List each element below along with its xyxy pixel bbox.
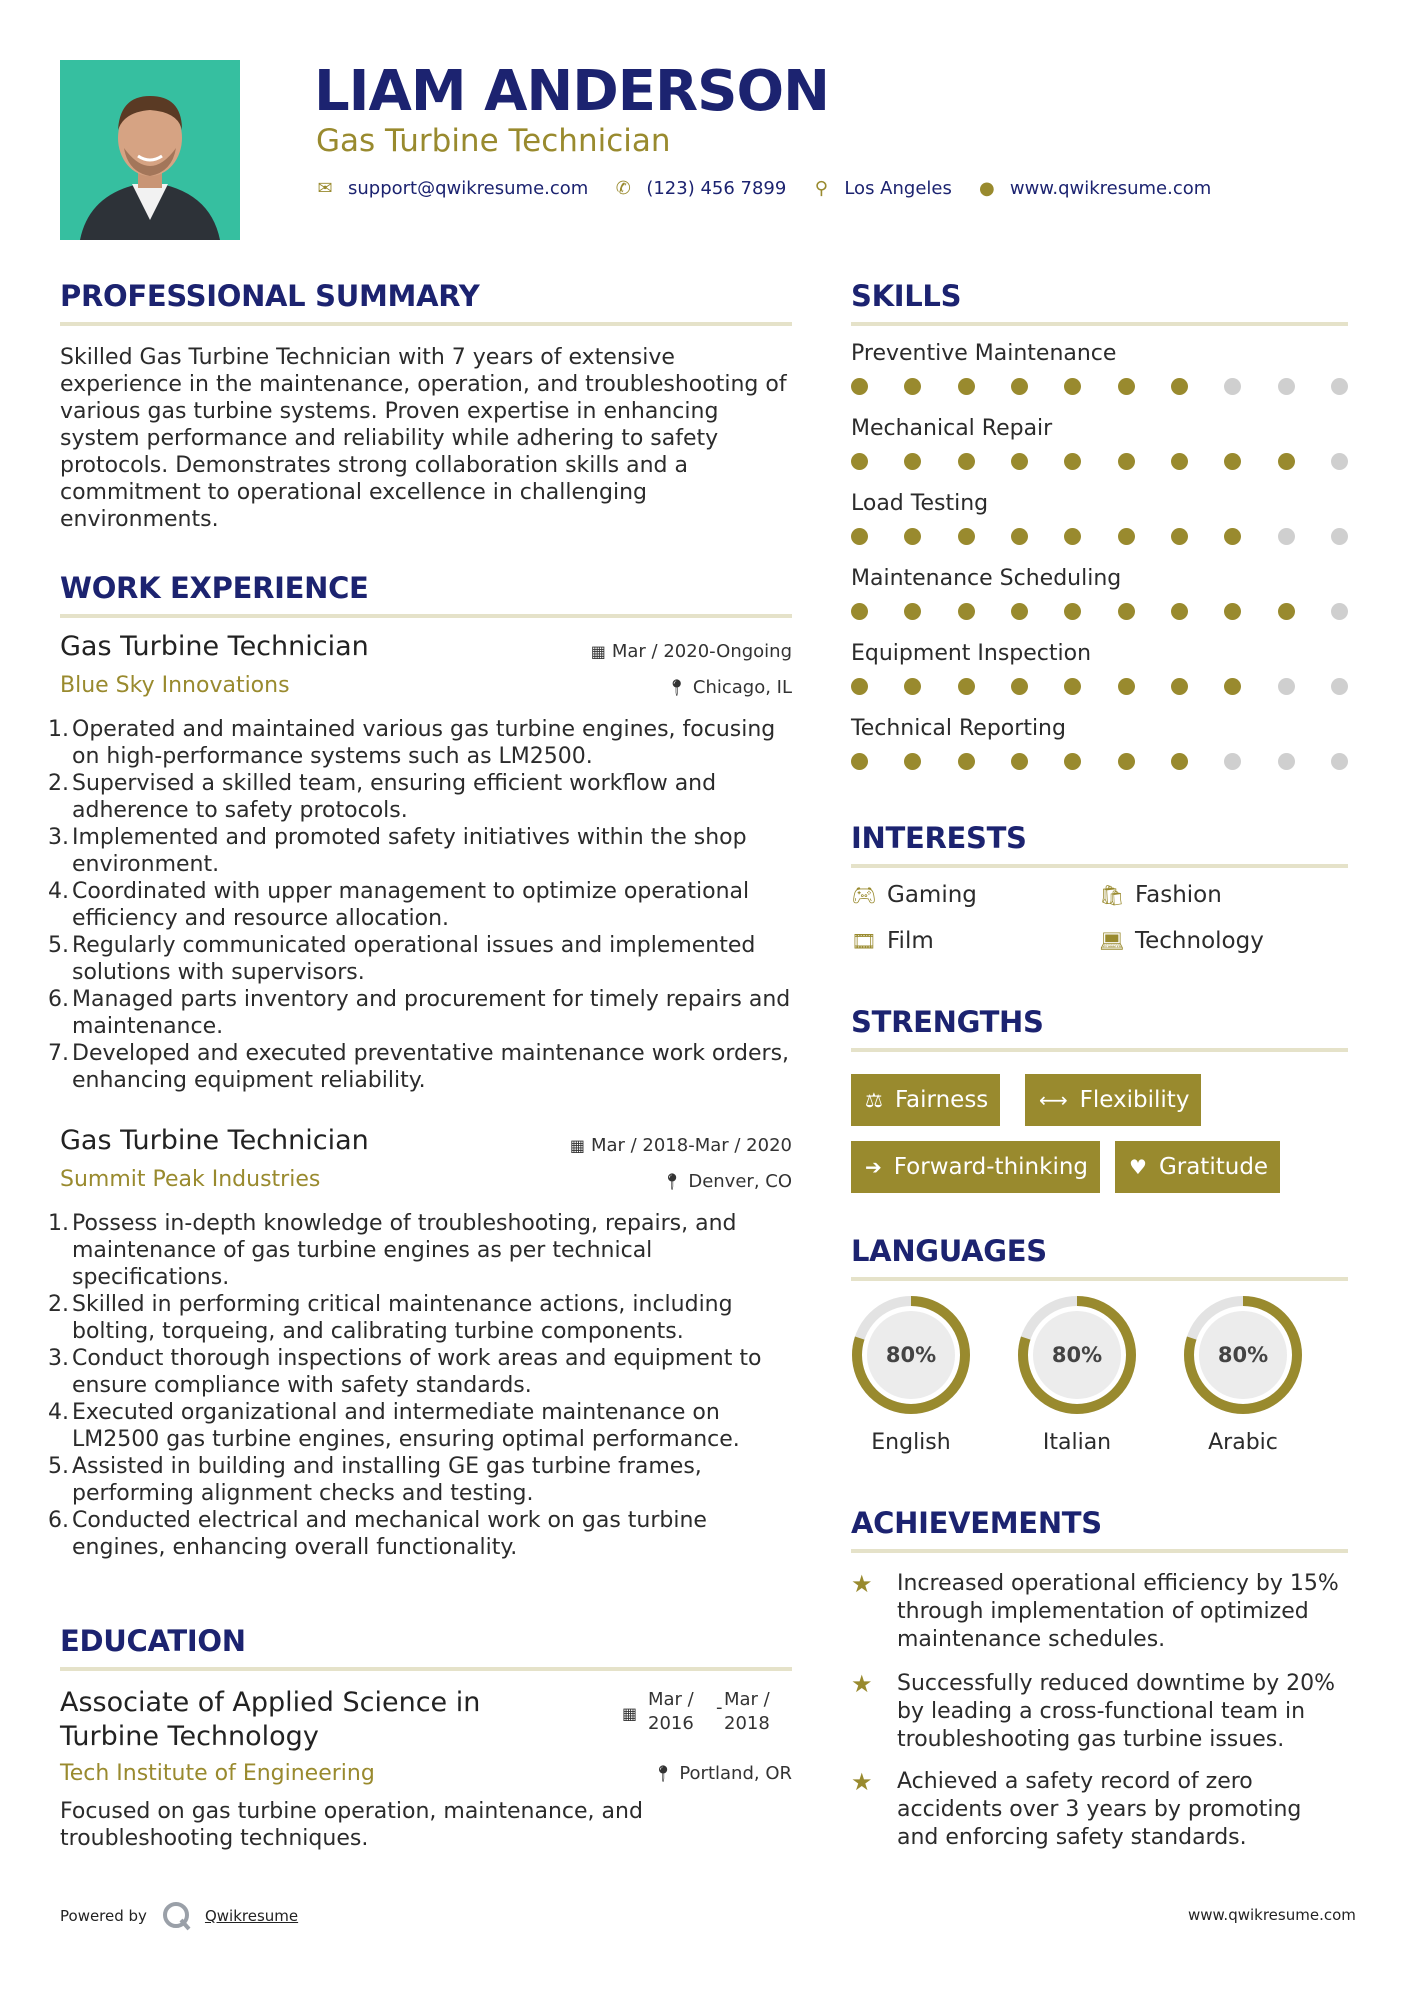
calendar-icon: ▦ xyxy=(590,642,606,661)
rating-dot-empty xyxy=(1331,528,1348,545)
language-name: Italian xyxy=(1042,1430,1112,1455)
rating-dot-filled xyxy=(1011,678,1028,695)
languages-section xyxy=(851,1233,1348,1281)
experience-section xyxy=(60,570,792,618)
skill-name: Mechanical Repair xyxy=(851,416,1053,441)
interests-title: INTERESTS xyxy=(851,821,1027,855)
list-item: 5. Regularly communicated operational issues and implemented solutions with supervisors. xyxy=(48,933,756,985)
rating-dot-filled xyxy=(1224,603,1241,620)
rating-dot-filled xyxy=(1171,678,1188,695)
globe-icon: ● xyxy=(978,178,995,199)
job-title: Gas Turbine Technician xyxy=(60,1125,369,1156)
arrows-horizontal-icon: ⟷ xyxy=(1039,1088,1068,1112)
skill-name: Load Testing xyxy=(851,491,989,516)
contact-phone[interactable]: (123) 456 7899 xyxy=(646,178,787,199)
job-company: Summit Peak Industries xyxy=(60,1167,321,1192)
strength-tag-forward-thinking: ➔ Forward-thinking xyxy=(851,1141,1100,1193)
candidate-name: LIAM ANDERSON xyxy=(314,59,829,124)
star-icon: ★ xyxy=(851,1570,873,1598)
section-divider xyxy=(851,1549,1348,1553)
heart-icon: ♥ xyxy=(1129,1155,1147,1179)
list-item: 7. Developed and executed preventative maintenance work orders, enhancing equipment reliability. xyxy=(48,1041,790,1093)
rating-dot-empty xyxy=(1278,678,1295,695)
rating-dot-filled xyxy=(1118,603,1135,620)
rating-dot-filled xyxy=(958,603,975,620)
rating-dot-filled xyxy=(1118,378,1135,395)
skill-item xyxy=(851,490,1348,565)
job-1-header xyxy=(60,630,792,670)
rating-dot-filled xyxy=(851,528,868,545)
education-subheader xyxy=(60,1760,792,1792)
rating-dot-filled xyxy=(1171,528,1188,545)
envelope-icon: ✉ xyxy=(317,178,333,199)
rating-dot-filled xyxy=(1011,378,1028,395)
strength-tag-fairness: ⚖︎ Fairness xyxy=(851,1074,1000,1126)
rating-dot-filled xyxy=(1064,678,1081,695)
skill-rating xyxy=(851,753,1348,770)
rating-dot-filled xyxy=(1064,753,1081,770)
achievement-item: ★ Increased operational efficiency by 15% through implementation of optimized maintenance schedules. xyxy=(851,1570,1339,1652)
list-item: 3. Implemented and promoted safety initiatives within the shop environment. xyxy=(48,825,747,877)
language-name: English xyxy=(871,1430,951,1455)
pin-icon: 📍︎ xyxy=(653,1764,674,1783)
skills-title: SKILLS xyxy=(851,279,962,313)
school-location: 📍︎ Portland, OR xyxy=(653,1763,792,1784)
rating-dot-empty xyxy=(1331,753,1348,770)
skill-item xyxy=(851,340,1348,415)
job-company: Blue Sky Innovations xyxy=(60,673,290,698)
rating-dot-filled xyxy=(958,678,975,695)
skill-rating xyxy=(851,528,1348,545)
rating-dot-filled xyxy=(1224,528,1241,545)
list-item: 3. Conduct thorough inspections of work areas and equipment to ensure compliance with safety standards. xyxy=(48,1346,762,1398)
interest-gaming: 🎮︎ Gaming xyxy=(851,882,977,908)
achievements-section xyxy=(851,1505,1348,1553)
section-divider xyxy=(851,1048,1348,1052)
rating-dot-empty xyxy=(1278,378,1295,395)
rating-dot-empty xyxy=(1331,603,1348,620)
calendar-icon: ▦ xyxy=(569,1136,585,1155)
section-divider xyxy=(60,1667,792,1671)
rating-dot-filled xyxy=(958,528,975,545)
rating-dot-filled xyxy=(1171,603,1188,620)
skill-item xyxy=(851,640,1348,715)
skill-name: Preventive Maintenance xyxy=(851,341,1117,366)
rating-dot-empty xyxy=(1278,528,1295,545)
rating-dot-filled xyxy=(1171,753,1188,770)
rating-dot-filled xyxy=(1118,753,1135,770)
skill-item xyxy=(851,415,1348,490)
job-location: 📍︎ Chicago, IL xyxy=(666,677,792,698)
rating-dot-empty xyxy=(1331,678,1348,695)
rating-dot-filled xyxy=(904,678,921,695)
job-date: ▦ Mar / 2020-Ongoing xyxy=(590,641,792,662)
list-item: 1. Possess in-depth knowledge of troubleshooting, repairs, and maintenance of gas turbine engines as per technical specifications. xyxy=(48,1211,737,1290)
phone-icon: ✆ xyxy=(615,178,631,199)
rating-dot-filled xyxy=(904,528,921,545)
education-date: ▦ Mar / 2016 - Mar / 2018 xyxy=(622,1689,770,1734)
summary-title: PROFESSIONAL SUMMARY xyxy=(60,279,480,313)
skill-item xyxy=(851,565,1348,640)
rating-dot-filled xyxy=(851,753,868,770)
calendar-icon: ▦ xyxy=(622,1704,638,1723)
skill-name: Maintenance Scheduling xyxy=(851,566,1122,591)
list-item: 4. Coordinated with upper management to optimize operational efficiency and resource allocation. xyxy=(48,879,750,931)
interest-film: 🎞︎ Film xyxy=(851,928,934,954)
job-location: 📍︎ Denver, CO xyxy=(662,1171,792,1192)
language-percent: 80% xyxy=(1217,1343,1269,1367)
arrow-right-icon: ➔ xyxy=(865,1155,882,1179)
rating-dot-filled xyxy=(851,678,868,695)
rating-dot-filled xyxy=(904,603,921,620)
rating-dot-filled xyxy=(1224,453,1241,470)
achievement-item: ★ Successfully reduced downtime by 20% by leading a cross-functional team in troubleshooting gas turbine issues. xyxy=(851,1670,1336,1752)
strength-tag-flexibility: ⟷ Flexibility xyxy=(1025,1074,1201,1126)
rating-dot-filled xyxy=(1064,453,1081,470)
languages-title: LANGUAGES xyxy=(851,1234,1047,1268)
language-percent: 80% xyxy=(1051,1343,1103,1367)
strengths-section xyxy=(851,1004,1348,1052)
skills-section xyxy=(851,278,1348,326)
list-item: 2. Supervised a skilled team, ensuring efficient workflow and adherence to safety protocols. xyxy=(48,771,717,823)
list-item: 4. Executed organizational and intermediate maintenance on LM2500 gas turbine engines, ensuring optimal performance. xyxy=(48,1400,740,1452)
list-item: 6. Conducted electrical and mechanical work on gas turbine engines, enhancing overall functionality. xyxy=(48,1508,707,1560)
footer-brand-link[interactable]: Qwikresume xyxy=(204,1907,299,1925)
candidate-role: Gas Turbine Technician xyxy=(316,123,671,159)
language-item xyxy=(1182,1294,1304,1455)
achievements-title: ACHIEVEMENTS xyxy=(851,1506,1102,1540)
rating-dot-filled xyxy=(1064,528,1081,545)
job-1-responsibilities xyxy=(48,716,794,1094)
rating-dot-filled xyxy=(904,753,921,770)
interest-fashion: 🛍︎ Fashion xyxy=(1099,882,1222,908)
rating-dot-filled xyxy=(1171,378,1188,395)
skill-rating xyxy=(851,603,1348,620)
job-title: Gas Turbine Technician xyxy=(60,631,369,662)
footer-website[interactable]: www.qwikresume.com xyxy=(1188,1906,1356,1924)
degree-title: Associate of Applied Science in Turbine Technology xyxy=(60,1687,481,1752)
rating-dot-filled xyxy=(1224,678,1241,695)
school-name: Tech Institute of Engineering xyxy=(60,1761,375,1786)
summary-section xyxy=(60,278,792,533)
rating-dot-filled xyxy=(1118,528,1135,545)
rating-dot-filled xyxy=(1118,678,1135,695)
balance-scale-icon: ⚖︎ xyxy=(865,1088,883,1112)
list-item: 5. Assisted in building and installing GE gas turbine frames, performing alignment checks and testing. xyxy=(48,1454,702,1506)
interests-section xyxy=(851,820,1348,868)
rating-dot-empty xyxy=(1224,753,1241,770)
rating-dot-empty xyxy=(1331,453,1348,470)
interest-technology: 💻︎ Technology xyxy=(1099,928,1264,954)
achievement-item: ★ Achieved a safety record of zero accidents over 3 years by promoting and enforcing safety standards. xyxy=(851,1768,1302,1850)
list-item: 2. Skilled in performing critical maintenance actions, including bolting, torqueing, and calibrating turbine components. xyxy=(48,1292,733,1344)
skill-item xyxy=(851,715,1348,790)
summary-text: Skilled Gas Turbine Technician with 7 years of extensive experience in the maintenance, operation, and troubleshooting of various gas turbine systems. Proven expertise in enhancing system performance and reliability while adhering to safety protocols. Demonstrates strong collaboration skills and a commitment to operational excellence in challenging environments. xyxy=(60,345,787,532)
language-ring xyxy=(1182,1294,1304,1416)
education-text: Focused on gas turbine operation, maintenance, and troubleshooting techniques. xyxy=(60,1799,643,1851)
rating-dot-filled xyxy=(904,378,921,395)
pin-icon: 📍︎ xyxy=(666,678,687,697)
rating-dot-filled xyxy=(1064,603,1081,620)
language-name: Arabic xyxy=(1208,1430,1278,1455)
strengths-title: STRENGTHS xyxy=(851,1005,1044,1039)
rating-dot-filled xyxy=(1011,603,1028,620)
rating-dot-filled xyxy=(1064,378,1081,395)
rating-dot-filled xyxy=(958,753,975,770)
star-icon: ★ xyxy=(851,1768,873,1796)
contact-location: Los Angeles xyxy=(844,178,952,199)
job-2-subheader xyxy=(60,1166,792,1198)
section-divider xyxy=(851,864,1348,868)
language-percent: 80% xyxy=(885,1343,937,1367)
section-divider xyxy=(851,1277,1348,1281)
rating-dot-filled xyxy=(851,453,868,470)
list-item: 1. Operated and maintained various gas turbine engines, focusing on high-performance systems such as LM2500. xyxy=(48,717,776,769)
rating-dot-filled xyxy=(958,453,975,470)
skills-list xyxy=(851,340,1348,790)
rating-dot-filled xyxy=(904,453,921,470)
rating-dot-filled xyxy=(1171,453,1188,470)
contact-bar xyxy=(316,178,1237,199)
rating-dot-filled xyxy=(1278,603,1295,620)
gamepad-icon: 🎮︎ xyxy=(851,883,877,907)
rating-dot-empty xyxy=(1278,753,1295,770)
language-item xyxy=(1016,1294,1138,1455)
skill-rating xyxy=(851,453,1348,470)
film-icon: 🎞︎ xyxy=(851,929,877,953)
rating-dot-empty xyxy=(1224,378,1241,395)
rating-dot-filled xyxy=(1118,453,1135,470)
experience-title: WORK EXPERIENCE xyxy=(60,571,369,605)
pin-icon: 📍︎ xyxy=(662,1172,683,1191)
rating-dot-filled xyxy=(1011,753,1028,770)
rating-dot-filled xyxy=(1278,453,1295,470)
rating-dot-filled xyxy=(851,378,868,395)
star-icon: ★ xyxy=(851,1670,873,1698)
section-divider xyxy=(60,614,792,618)
contact-email[interactable]: support@qwikresume.com xyxy=(348,178,589,199)
avatar xyxy=(60,60,240,240)
languages-list xyxy=(850,1294,1350,1464)
education-title: EDUCATION xyxy=(60,1624,246,1658)
laptop-icon: 💻︎ xyxy=(1099,929,1125,953)
education-section xyxy=(60,1623,792,1671)
skill-rating xyxy=(851,378,1348,395)
strength-tag-gratitude: ♥ Gratitude xyxy=(1115,1141,1280,1193)
job-2-header xyxy=(60,1124,792,1164)
job-1-subheader xyxy=(60,672,792,704)
rating-dot-filled xyxy=(1011,528,1028,545)
language-ring xyxy=(1016,1294,1138,1416)
language-ring xyxy=(850,1294,972,1416)
job-date: ▦ Mar / 2018-Mar / 2020 xyxy=(569,1135,792,1156)
rating-dot-empty xyxy=(1331,378,1348,395)
rating-dot-filled xyxy=(958,378,975,395)
rating-dot-filled xyxy=(1011,453,1028,470)
footer-powered-by: Powered by Qwikresume xyxy=(60,1900,298,1932)
section-divider xyxy=(60,322,792,326)
language-item xyxy=(850,1294,972,1455)
section-divider xyxy=(851,322,1348,326)
job-2-responsibilities xyxy=(48,1210,794,1561)
list-item: 6. Managed parts inventory and procurement for timely repairs and maintenance. xyxy=(48,987,791,1039)
rating-dot-filled xyxy=(851,603,868,620)
skill-name: Technical Reporting xyxy=(851,716,1066,741)
map-marker-icon: ⚲ xyxy=(814,178,828,199)
contact-website[interactable]: www.qwikresume.com xyxy=(1009,178,1212,199)
profile-photo xyxy=(60,60,240,240)
skill-name: Equipment Inspection xyxy=(851,641,1092,666)
qwikresume-logo-icon xyxy=(161,1900,193,1932)
skill-rating xyxy=(851,678,1348,695)
shopping-bag-icon: 🛍︎ xyxy=(1099,883,1125,907)
